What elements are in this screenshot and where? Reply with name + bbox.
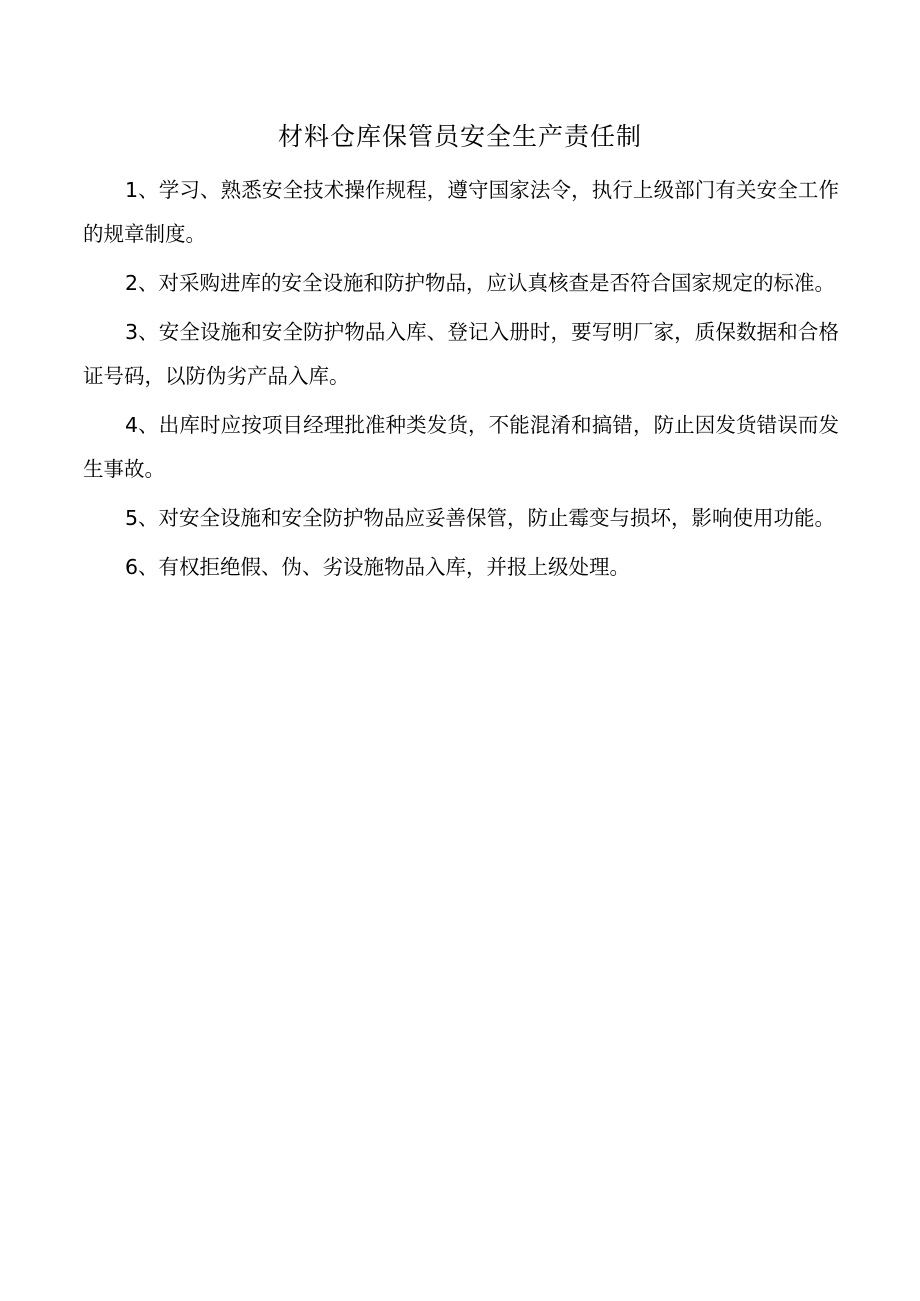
clause-5: 5、对安全设施和安全防护物品应妥善保管，防止霉变与损坏，影响使用功能。 <box>125 506 836 530</box>
clause-1: 1、学习、熟悉安全技术操作规程，遵守国家法令，执行上级部门有关安全工作的规章制度。 <box>83 178 839 246</box>
clause-4: 4、出库时应按项目经理批准种类发货，不能混淆和搞错，防止因发货错误而发生事故。 <box>83 413 839 481</box>
clause-2: 2、对采购进库的安全设施和防护物品，应认真核查是否符合国家规定的标准。 <box>125 271 836 295</box>
clause-list <box>83 168 839 594</box>
document-title: 材料仓库保管员安全生产责任制 <box>277 122 642 151</box>
clause-6: 6、有权拒绝假、伪、劣设施物品入库，并报上级处理。 <box>125 555 631 579</box>
clause-3: 3、安全设施和安全防护物品入库、登记入册时，要写明厂家，质保数据和合格证号码，以防伪劣产品入库。 <box>83 320 839 388</box>
